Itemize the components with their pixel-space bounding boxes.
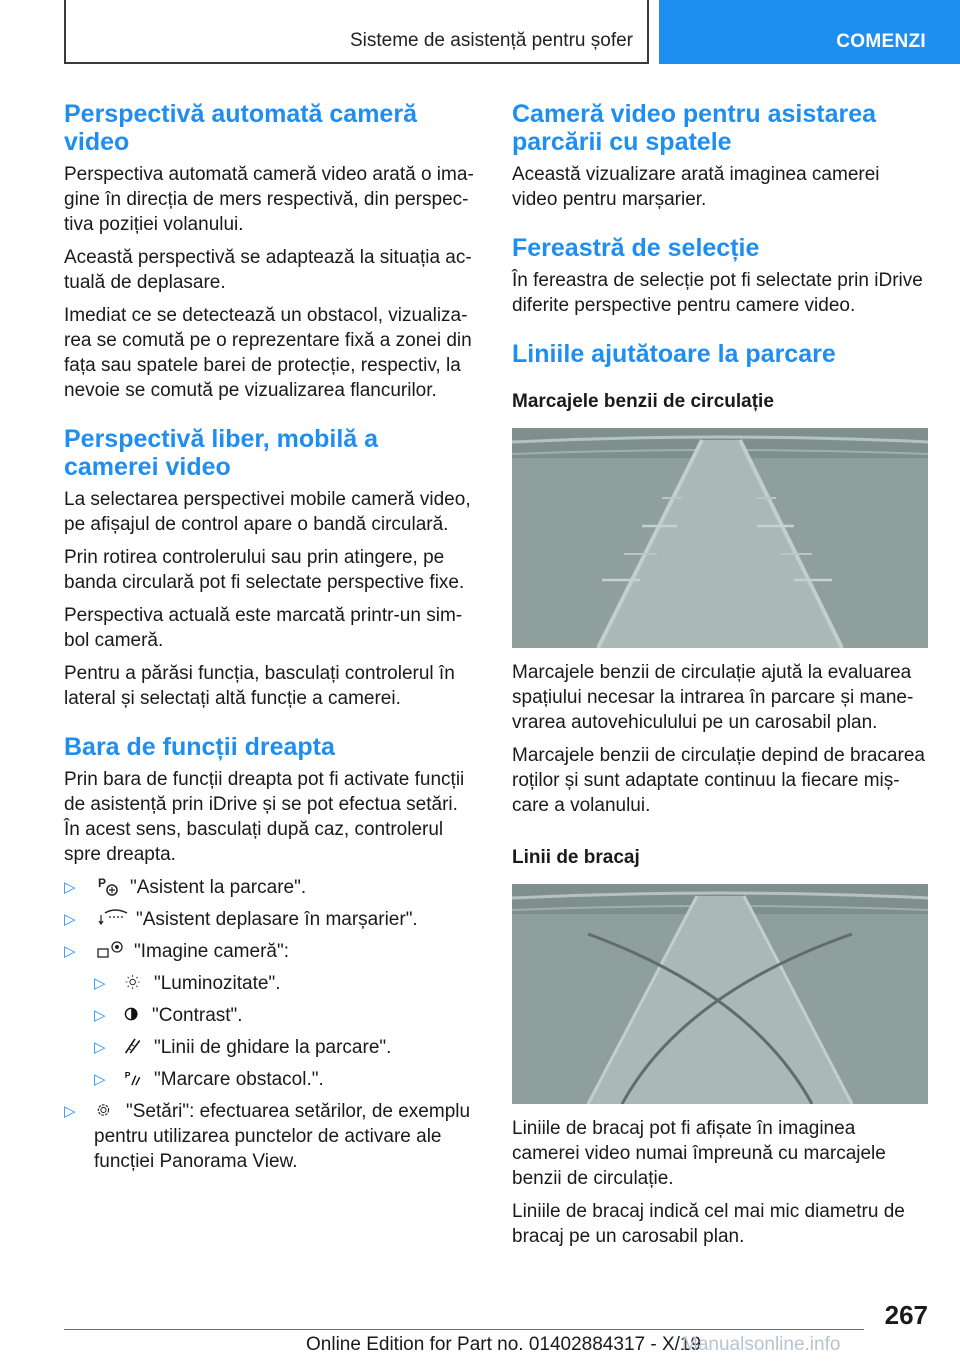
header-section-box: [64, 0, 649, 64]
lane-markings-figure: [512, 428, 928, 648]
obstacle-marking-icon: [124, 1067, 146, 1089]
left-column: [64, 100, 476, 1181]
paragraph: Imediat ce se detectează un obstacol, vizualizarea se comută pe o reprezentare fixă a zonei din fața sau spatele barei de protecție, respectiv, la nevoie se comută pe vizualizarea flancurilor.: [64, 305, 472, 401]
list-item: [64, 939, 476, 964]
paragraph: Pentru a părăsi funcția, basculați controlerul în lateral și selectați altă funcție a camerei.: [64, 663, 455, 709]
bullet-triangle-icon: ▷: [94, 975, 106, 992]
list-item: [64, 907, 476, 932]
brightness-icon: [124, 971, 146, 993]
paragraph: Liniile de bracaj pot fi afișate în imaginea camerei video numai împreună cu marcajele benzii de circulație.: [512, 1118, 886, 1189]
bullet-text: "Imagine cameră":: [134, 941, 289, 962]
right-column: [512, 100, 928, 1257]
turning-lines-figure: [512, 884, 928, 1104]
bullet-text: "Setări": efectuarea setărilor, de exemplu pentru utilizarea punctelor de activare ale funcției Panorama View.: [94, 1101, 471, 1172]
bullet-text: "Asistent la parcare".: [130, 877, 307, 898]
subheading-turning-lines: Linii de bracaj: [512, 847, 640, 868]
paragraph: Marcajele benzii de circulație depind de bracarea roților și sunt adaptate continuu la fiecare mișcare a volanului.: [512, 745, 925, 816]
edition-text: Online Edition for Part no. 01402884317 - X/19: [306, 1334, 702, 1355]
list-item: [64, 875, 476, 900]
watermark-text: Manualsonline.info: [682, 1334, 841, 1355]
heading-rear-camera: Cameră video pentru asistarea parcării cu spatele: [512, 100, 877, 156]
bullet-triangle-icon: ▷: [94, 1071, 106, 1088]
bullet-triangle-icon: ▷: [94, 1039, 106, 1056]
paragraph: Prin bara de funcții dreapta pot fi activate funcții de asistență prin iDrive și se pot efectua setări. În acest sens, basculați după caz, controlerul spre dreapta.: [64, 769, 465, 865]
paragraph: Această perspectivă se adaptează la situația actuală de deplasare.: [64, 247, 472, 293]
bullet-text: "Marcare obstacol.".: [154, 1069, 324, 1090]
bullet-text: "Luminozitate".: [154, 973, 281, 994]
paragraph: Această vizualizare arată imaginea camerei video pentru marșarier.: [512, 164, 880, 210]
paragraph: Perspectiva actuală este marcată printr-un simbol cameră.: [64, 605, 463, 651]
heading-parking-lines: Liniile ajutătoare la parcare: [512, 340, 836, 368]
heading-free-camera: Perspectivă liber, mobilă a camerei video: [64, 425, 379, 481]
bullet-triangle-icon: ▷: [64, 911, 76, 928]
function-bar-list: [64, 875, 476, 964]
list-item: [94, 971, 476, 996]
heading-automatic-camera: Perspectivă automată cameră video: [64, 100, 417, 156]
page-number: 267: [884, 1300, 928, 1330]
header-section-title: Sisteme de asistență pentru șofer: [349, 30, 633, 51]
bullet-triangle-icon: ▷: [64, 1103, 76, 1120]
paragraph: Perspectiva automată cameră video arată o imagine în direcția de mers respectivă, din perspectiva poziției volanului.: [64, 164, 474, 235]
paragraph: Prin rotirea controlerului sau prin atingere, pe banda circulară pot fi selectate perspective fixe.: [64, 547, 465, 593]
bullet-triangle-icon: ▷: [64, 879, 76, 896]
camera-image-sublist: [64, 971, 476, 1092]
parking-guide-lines-icon: [124, 1035, 146, 1057]
gear-icon: [94, 1099, 118, 1121]
header-tab-label: COMENZI: [836, 31, 926, 52]
list-item: [94, 1035, 476, 1060]
bullet-triangle-icon: ▷: [94, 1007, 106, 1024]
list-item: [94, 1003, 476, 1028]
reverse-assist-icon: [94, 907, 128, 929]
header-tab-comenzi[interactable]: [659, 0, 960, 64]
bullet-text: "Contrast".: [152, 1005, 243, 1026]
bullet-text: "Asistent deplasare în marșarier".: [136, 909, 418, 930]
settings-list: [64, 1099, 476, 1174]
paragraph: La selectarea perspectivei mobile cameră video, pe afișajul de control apare o bandă circulară.: [64, 489, 471, 535]
heading-selection-window: Fereastră de selecție: [512, 234, 760, 262]
svg-text:P: P: [98, 876, 107, 890]
list-item: [94, 1067, 476, 1092]
paragraph: În fereastra de selecție pot fi selectate prin iDrive diferite perspective pentru camere video.: [512, 270, 923, 316]
paragraph: Liniile de bracaj indică cel mai mic diametru de bracaj pe un carosabil plan.: [512, 1201, 905, 1247]
camera-image-icon: [94, 939, 126, 961]
park-assist-icon: [94, 875, 122, 897]
footer-rule: [64, 1329, 864, 1330]
bullet-triangle-icon: ▷: [64, 943, 76, 960]
bullet-text: "Linii de ghidare la parcare".: [154, 1037, 392, 1058]
svg-text:P: P: [124, 1070, 131, 1080]
list-item: [64, 1099, 476, 1174]
subheading-lane-markings: Marcajele benzii de circulație: [512, 391, 774, 412]
paragraph: Marcajele benzii de circulație ajută la evaluarea spațiului necesar la intrarea în parcare și manevrarea autovehiculului pe un carosabil plan.: [512, 662, 914, 733]
contrast-icon: [124, 1003, 144, 1025]
heading-right-function-bar: Bara de funcții dreapta: [64, 733, 335, 761]
